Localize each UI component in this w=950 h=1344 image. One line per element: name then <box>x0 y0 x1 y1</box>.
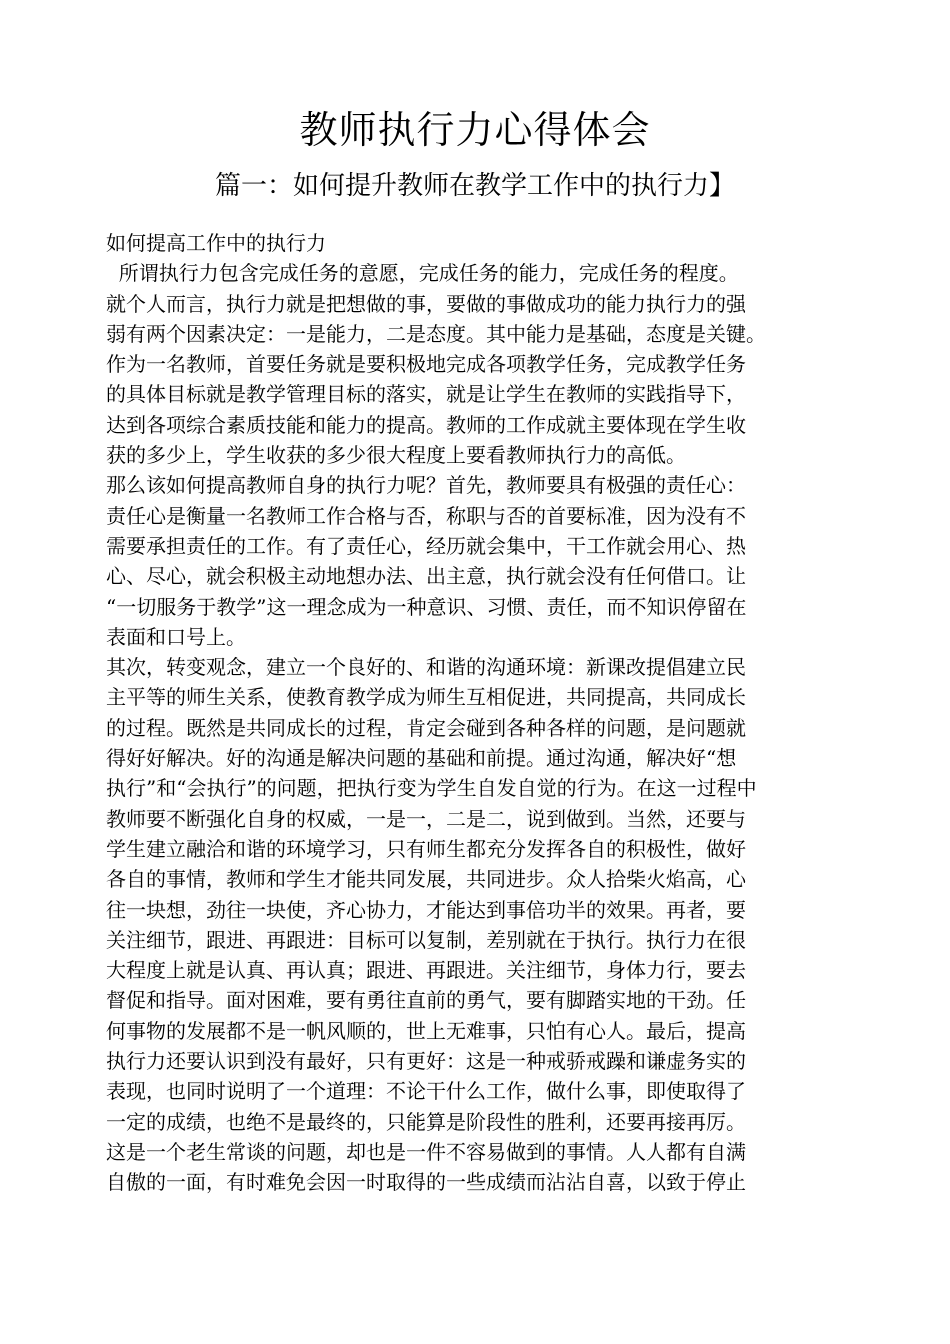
body-line: 获的多少上，学生收获的多少很大程度上要看教师执行力的高低。 <box>106 443 686 468</box>
body-line: 得好好解决。好的沟通是解决问题的基础和前提。通过沟通，解决好“想 <box>106 746 737 771</box>
body-line: 一定的成绩，也绝不是最终的，只能算是阶段性的胜利，还要再接再厉。 <box>106 1109 746 1134</box>
body-line: 如何提高工作中的执行力 <box>106 231 326 255</box>
body-line: 执行”和“会执行”的问题，把执行变为学生自发自觉的行为。在这一过程中 <box>106 776 757 801</box>
body-line: 关注细节，跟进、再跟进：目标可以复制，差别就在于执行。执行力在很 <box>106 927 746 952</box>
body-line: 作为一名教师，首要任务就是要积极地完成各项教学任务，完成教学任务 <box>106 352 746 377</box>
document-title: 教师执行力心得体会 <box>299 108 651 152</box>
body-line: 心、尽心，就会积极主动地想办法、出主意，执行就会没有任何借口。让 <box>106 564 746 589</box>
body-line: 责任心是衡量一名教师工作合格与否，称职与否的首要标准，因为没有不 <box>106 503 746 528</box>
body-line: 这是一个老生常谈的问题，却也是一件不容易做到的事情。人人都有自满 <box>106 1139 746 1164</box>
body-line: 主平等的师生关系，使教育教学成为师生互相促进，共同提高，共同成长 <box>106 685 746 710</box>
body-line: 表现，也同时说明了一个道理：不论干什么工作，做什么事，即使取得了 <box>106 1079 746 1104</box>
body-line: 其次，转变观念，建立一个良好的、和谐的沟通环境：新课改提倡建立民 <box>106 655 746 680</box>
body-line: 教师要不断强化自身的权威，一是一，二是二，说到做到。当然，还要与 <box>106 806 746 831</box>
body-line: “一切服务于教学”这一理念成为一种意识、习惯、责任，而不知识停留在 <box>106 594 747 619</box>
body-line: 督促和指导。面对困难，要有勇往直前的勇气，要有脚踏实地的干劲。任 <box>106 988 746 1013</box>
body-line: 弱有两个因素决定：一是能力，二是态度。其中能力是基础，态度是关键。 <box>106 321 766 346</box>
body-line: 所谓执行力包含完成任务的意愿，完成任务的能力，完成任务的程度。 <box>106 261 739 286</box>
body-line: 表面和口号上。 <box>106 624 246 649</box>
body-line: 学生建立融洽和谐的环境学习，只有师生都充分发挥各自的积极性，做好 <box>106 836 746 861</box>
body-line: 的过程。既然是共同成长的过程，肯定会碰到各种各样的问题，是问题就 <box>106 715 746 740</box>
body-line: 达到各项综合素质技能和能力的提高。教师的工作成就主要体现在学生收 <box>106 412 746 437</box>
body-line: 需要承担责任的工作。有了责任心，经历就会集中，干工作就会用心、热 <box>106 533 746 558</box>
body-line: 大程度上就是认真、再认真；跟进、再跟进。关注细节，身体力行，要去 <box>106 958 746 983</box>
document-body <box>106 228 866 1198</box>
body-line: 何事物的发展都不是一帆风顺的，世上无难事，只怕有心人。最后，提高 <box>106 1018 746 1043</box>
body-line: 的具体目标就是教学管理目标的落实，就是让学生在教师的实践指导下， <box>106 382 746 407</box>
document-subtitle: 篇一：如何提升教师在教学工作中的执行力】 <box>214 171 735 201</box>
body-line: 自傲的一面，有时难免会因一时取得的一些成绩而沾沾自喜，以致于停止 <box>106 1170 746 1195</box>
body-line: 往一块想，劲往一块使，齐心协力，才能达到事倍功半的效果。再者，要 <box>106 897 746 922</box>
body-line: 各自的事情，教师和学生才能共同发展，共同进步。众人拾柴火焰高，心 <box>106 867 746 892</box>
body-line: 那么该如何提高教师自身的执行力呢？首先，教师要具有极强的责任心： <box>106 473 746 498</box>
body-line: 就个人而言，执行力就是把想做的事，要做的事做成功的能力执行力的强 <box>106 291 746 316</box>
body-line: 执行力还要认识到没有最好，只有更好：这是一种戒骄戒躁和谦虚务实的 <box>106 1049 746 1074</box>
